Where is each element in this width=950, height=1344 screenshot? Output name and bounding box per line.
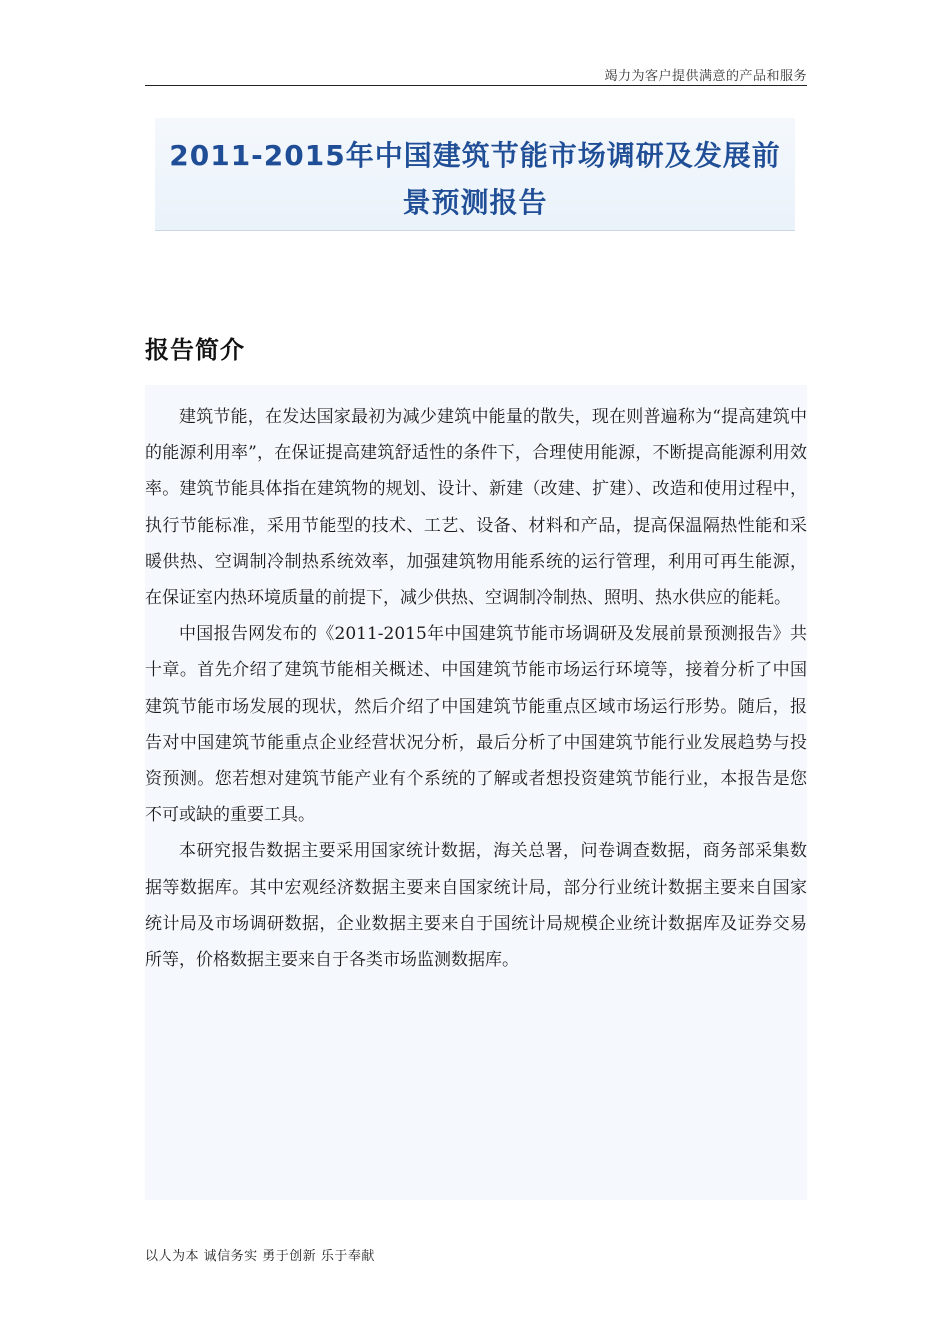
paragraph-definition: 建筑节能，在发达国家最初为减少建筑中能量的散失，现在则普遍称为“提高建筑中的能源利用率”，在保证提高建筑舒适性的条件下，合理使用能源，不断提高能源利用效率。建筑节能具体指在建筑物的规划、设计、新建（改建、扩建）、改造和使用过程中，执行节能标准，采用节能型的技术、工艺、设备、材料和产品，提高保温隔热性能和采暖供热、空调制冷制热系统效率，加强建筑物用能系统的运行管理，利用可再生能源，在保证室内热环境质量的前提下，减少供热、空调制冷制热、照明、热水供应的能耗。: [145, 407, 807, 609]
section-heading: 报告简介: [145, 336, 245, 364]
paragraph-data-sources: 本研究报告数据主要采用国家统计数据，海关总署，问卷调查数据，商务部采集数据等数据库。其中宏观经济数据主要来自国家统计局，部分行业统计数据主要来自国家统计局及市场调研数据，企业数据主要来自于国统计局规模企业统计数据库及证券交易所等，价格数据主要来自于各类市场监测数据库。: [145, 841, 807, 971]
page-header: [145, 63, 807, 86]
title-box: [155, 118, 795, 231]
header-slogan: 竭力为客户提供满意的产品和服务: [604, 69, 807, 84]
paragraph-report-overview: 中国报告网发布的《2011-2015年中国建筑节能市场调研及发展前景预测报告》共十章。首先介绍了建筑节能相关概述、中国建筑节能市场运行环境等，接着分析了中国建筑节能市场发展的现状，然后介绍了中国建筑节能重点区域市场运行形势。随后，报告对中国建筑节能重点企业经营状况分析，最后分析了中国建筑节能行业发展趋势与投资预测。您若想对建筑节能产业有个系统的了解或者想投资建筑节能行业，本报告是您不可或缺的重要工具。: [145, 624, 807, 826]
page-footer-motto: 以人为本 诚信务实 勇于创新 乐于奉献: [145, 1249, 375, 1264]
report-intro-body: [145, 399, 807, 978]
document-title: 2011-2015年中国建筑节能市场调研及发展前景预测报告: [169, 139, 781, 219]
